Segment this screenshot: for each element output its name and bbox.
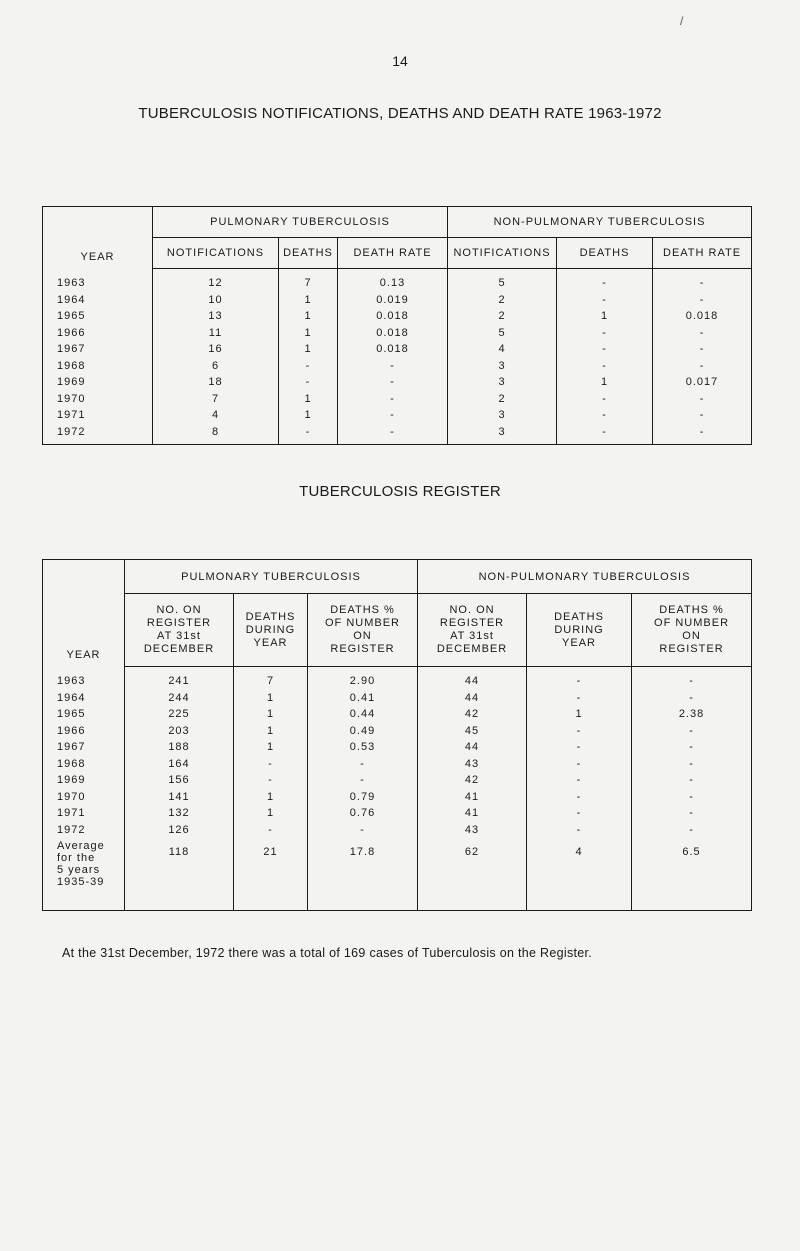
average-label [43,838,125,911]
table-cell: 2 [448,308,557,325]
table-cell: - [653,358,752,375]
table-cell: - [527,772,632,789]
column-header-line: DURING [554,623,604,636]
table-cell: 203 [125,723,234,740]
table-cell: 241 [125,667,234,690]
year-cell: 1964 [43,690,125,707]
register-title: TUBERCULOSIS REGISTER [299,483,501,500]
table-cell: - [632,723,752,740]
average-cell: 6.5 [632,838,752,911]
table-cell: 7 [279,269,338,292]
table-row [43,789,752,806]
table-cell: 10 [153,292,279,309]
table-cell: - [632,822,752,839]
average-cell: 62 [418,838,527,911]
table-cell: 1 [279,308,338,325]
column-header-line: DECEMBER [143,643,215,655]
table-cell: 7 [153,391,279,408]
page-number: 14 [392,53,408,69]
table-cell: - [234,756,308,773]
table-cell: - [653,325,752,342]
notifications-table [42,206,752,445]
table-row [43,822,752,839]
year-header: YEAR [43,560,125,667]
table-cell: - [653,269,752,292]
table-cell: 1 [234,723,308,740]
table-row [43,407,752,424]
average-cell: 4 [527,838,632,911]
year-cell: 1964 [43,292,153,309]
table-cell: 1 [279,341,338,358]
column-header-line: AT 31st [157,630,201,642]
year-cell: 1972 [43,822,125,839]
table-cell: - [557,269,653,292]
table-cell: - [527,805,632,822]
register-footnote: At the 31st December, 1972 there was a total of 169 cases of Tuberculosis on the Register. [62,946,593,960]
table-cell: - [279,424,338,445]
table-row [43,391,752,408]
table-cell: - [527,723,632,740]
table-cell: 1 [234,706,308,723]
table-cell: 0.41 [308,690,418,707]
table-cell: - [557,407,653,424]
table-cell: - [653,391,752,408]
column-header-line: DEATHS [245,610,296,623]
table-cell: 2 [448,391,557,408]
non-pulmonary-group-header: NON-PULMONARY TUBERCULOSIS [418,560,752,594]
table-row [43,358,752,375]
average-cell: 118 [125,838,234,911]
pulmonary-group-header: PULMONARY TUBERCULOSIS [153,207,448,238]
table-cell: 0.018 [653,308,752,325]
column-header-line: REGISTER [659,643,724,655]
year-cell: 1963 [43,269,153,292]
pulmonary-group-header: PULMONARY TUBERCULOSIS [125,560,418,594]
table-cell: 16 [153,341,279,358]
column-header: DEATHS [557,238,653,269]
table-cell: 0.79 [308,789,418,806]
table-cell: - [632,789,752,806]
table-cell: - [632,772,752,789]
year-cell: 1967 [43,739,125,756]
table-cell: 1 [279,407,338,424]
year-cell: 1968 [43,358,153,375]
year-header: YEAR [43,207,153,269]
table-cell: 0.53 [308,739,418,756]
table-cell: 0.76 [308,805,418,822]
table-cell: 44 [418,667,527,690]
table-cell: - [527,756,632,773]
column-header: DEATH RATE [338,238,448,269]
year-cell: 1971 [43,805,125,822]
table-cell: 244 [125,690,234,707]
table-cell: - [308,756,418,773]
table-cell: 42 [418,772,527,789]
table-cell: - [632,739,752,756]
table-cell: 3 [448,424,557,445]
table-cell: 2 [448,292,557,309]
year-cell: 1971 [43,407,153,424]
table-cell: - [338,391,448,408]
table-cell: - [308,772,418,789]
column-header: DEATH RATE [653,238,752,269]
table-cell: 43 [418,822,527,839]
table-cell: 45 [418,723,527,740]
average-label-line: for the [57,852,96,864]
table-cell: 41 [418,789,527,806]
table-cell: 1 [557,374,653,391]
table-row [43,772,752,789]
table-cell: 11 [153,325,279,342]
table-cell: - [338,407,448,424]
table-row [43,723,752,740]
column-header-line: ON [353,630,372,642]
table-cell: 1 [279,325,338,342]
table-cell: 2.90 [308,667,418,690]
table-cell: - [234,822,308,839]
column-header-line: REGISTER [146,617,212,629]
average-row [43,838,752,911]
corner-mark: / [680,14,684,28]
table-cell: - [653,407,752,424]
column-header [125,594,234,667]
year-cell: 1972 [43,424,153,445]
table-cell: - [557,358,653,375]
year-cell: 1966 [43,723,125,740]
register-table-body [43,667,752,911]
column-header-line: DEATHS % [659,604,724,616]
table-cell: - [653,341,752,358]
table-cell: 1 [234,739,308,756]
register-table [42,559,752,911]
table-cell: 225 [125,706,234,723]
column-header [527,594,632,667]
table-cell: 164 [125,756,234,773]
table-row [43,667,752,690]
year-cell: 1965 [43,308,153,325]
table-cell: 0.018 [338,341,448,358]
table-cell: - [527,667,632,690]
table-row [43,739,752,756]
table-cell: 0.49 [308,723,418,740]
table-cell: 0.018 [338,325,448,342]
table-cell: 6 [153,358,279,375]
table-cell: 132 [125,805,234,822]
table-cell: 43 [418,756,527,773]
table-cell: - [279,374,338,391]
column-header-line: OF NUMBER [654,617,730,629]
table-cell: 0.13 [338,269,448,292]
table-cell: - [527,789,632,806]
table-row [43,374,752,391]
table-cell: - [557,341,653,358]
table-cell: 2.38 [632,706,752,723]
average-cell: 17.8 [308,838,418,911]
table-cell: - [338,358,448,375]
table-cell: 156 [125,772,234,789]
table-row [43,325,752,342]
table-cell: 5 [448,269,557,292]
table-cell: 3 [448,407,557,424]
table-cell: 3 [448,358,557,375]
table-cell: 13 [153,308,279,325]
table-row [43,269,752,292]
table-cell: - [557,391,653,408]
table-cell: - [527,739,632,756]
table-cell: 1 [234,805,308,822]
column-header-line: YEAR [253,636,288,649]
column-header [632,594,752,667]
table-cell: - [632,805,752,822]
average-label-line: 5 years [57,864,101,876]
column-header-line: DEATHS % [330,604,395,616]
table-row [43,292,752,309]
column-header: NOTIFICATIONS [153,238,279,269]
table-cell: 4 [153,407,279,424]
table-cell: 18 [153,374,279,391]
year-cell: 1967 [43,341,153,358]
table-cell: - [632,756,752,773]
column-header: DEATHS [279,238,338,269]
column-header [308,594,418,667]
notifications-table-body [43,269,752,445]
column-header-line: NO. ON [156,604,202,616]
column-header-line: REGISTER [330,643,395,655]
year-cell: 1970 [43,391,153,408]
column-header-line: AT 31st [450,630,494,642]
non-pulmonary-group-header: NON-PULMONARY TUBERCULOSIS [448,207,752,238]
table-cell: 41 [418,805,527,822]
table-cell: - [338,424,448,445]
table-cell: 12 [153,269,279,292]
average-label-line: 1935-39 [57,876,105,888]
table-cell: - [234,772,308,789]
column-header-line: YEAR [562,636,596,649]
table-cell: 5 [448,325,557,342]
notifications-title: TUBERCULOSIS NOTIFICATIONS, DEATHS AND DEATH RATE 1963-1972 [138,105,662,122]
table-cell: 4 [448,341,557,358]
table-cell: - [527,690,632,707]
table-cell: - [632,690,752,707]
table-cell: 1 [557,308,653,325]
table-cell: - [557,424,653,445]
column-header-line: DEATHS [554,610,604,623]
table-cell: - [338,374,448,391]
table-cell: 7 [234,667,308,690]
year-cell: 1968 [43,756,125,773]
table-cell: 42 [418,706,527,723]
year-cell: 1963 [43,667,125,690]
table-cell: 0.018 [338,308,448,325]
table-cell: - [632,667,752,690]
column-header-line: NO. ON [449,604,495,616]
table-cell: 0.019 [338,292,448,309]
column-header-line: DURING [245,623,296,636]
table-row [43,805,752,822]
table-cell: 1 [279,292,338,309]
table-cell: - [653,292,752,309]
average-cell: 21 [234,838,308,911]
column-header-line: OF NUMBER [325,617,400,629]
table-cell: 1 [279,391,338,408]
table-cell: - [557,292,653,309]
table-cell: 44 [418,690,527,707]
table-cell: 8 [153,424,279,445]
table-cell: - [557,325,653,342]
table-cell: 188 [125,739,234,756]
table-row [43,706,752,723]
table-cell: - [527,822,632,839]
year-cell: 1965 [43,706,125,723]
table-cell: 1 [527,706,632,723]
average-label-line: Average [57,840,105,852]
year-cell: 1966 [43,325,153,342]
table-cell: - [308,822,418,839]
table-cell: 1 [234,690,308,707]
table-cell: 3 [448,374,557,391]
table-cell: 141 [125,789,234,806]
year-cell: 1969 [43,772,125,789]
table-row [43,308,752,325]
table-row [43,756,752,773]
column-header-line: REGISTER [439,617,505,629]
column-header-line: ON [682,630,701,642]
table-cell: - [279,358,338,375]
year-cell: 1969 [43,374,153,391]
column-header [418,594,527,667]
table-row [43,424,752,445]
table-cell: 44 [418,739,527,756]
table-cell: 1 [234,789,308,806]
table-cell: - [653,424,752,445]
table-row [43,690,752,707]
table-cell: 0.44 [308,706,418,723]
column-header: NOTIFICATIONS [448,238,557,269]
table-cell: 0.017 [653,374,752,391]
table-cell: 126 [125,822,234,839]
column-header-line: DECEMBER [436,643,508,655]
column-header [234,594,308,667]
table-row [43,341,752,358]
year-cell: 1970 [43,789,125,806]
